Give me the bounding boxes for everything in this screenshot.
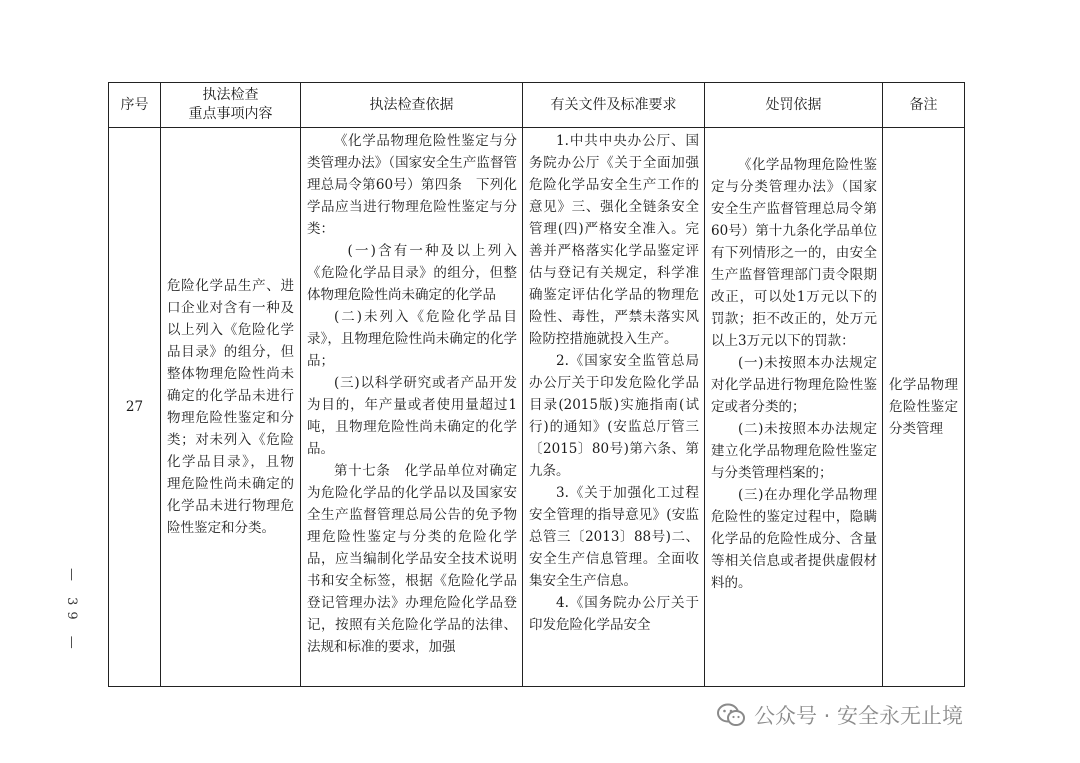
header-seq: 序号	[109, 83, 161, 128]
header-penalty: 处罚依据	[705, 83, 883, 128]
table-row	[109, 128, 965, 687]
table-header-row	[109, 83, 965, 128]
penalty-para: (二)未按照本办法规定建立化学品物理危险性鉴定与分类管理档案的；	[711, 421, 877, 481]
key-item-cell	[161, 128, 301, 687]
header-basis: 执法检查依据	[301, 83, 523, 128]
documents-para: 4.《国务院办公厅关于印发危险化学品安全	[529, 595, 699, 633]
remark-text: 化学品物理危险性鉴定分类管理	[889, 377, 958, 437]
watermark	[716, 700, 963, 730]
key-item-text: 危险化学品生产、进口企业对含有一种及以上列入《危险化学品目录》的组分，但整体物理危险性尚未确定的化学品未进行物理危险性鉴定和分类；对未列入《危险化学品目录》，且物理危险性尚未确定的化学品未进行物理危险性鉴定和分类。	[167, 278, 294, 536]
penalty-para: (三)在办理化学品物理危险性的鉴定过程中，隐瞒化学品的危险性成分、含量等相关信息或者提供虚假材料的。	[711, 487, 877, 591]
enforcement-table	[108, 82, 965, 687]
penalty-cell	[705, 128, 883, 687]
basis-para: (一)含有一种及以上列入《危险化学品目录》的组分，但整体物理危险性尚未确定的化学品	[307, 243, 517, 303]
header-key-item: 执法检查 重点事项内容	[161, 83, 301, 128]
basis-para: 《化学品物理危险性鉴定与分类管理办法》（国家安全生产监督管理总局令第60号）第四条 下列化学品应当进行物理危险性鉴定与分类：	[307, 133, 517, 237]
documents-para: 3.《关于加强化工过程安全管理的指导意见》(安监总管三〔2013〕88号)二、安全生产信息管理。全面收集安全生产信息。	[529, 485, 699, 589]
documents-para: 1.中共中央办公厅、国务院办公厅《关于全面加强危险化学品安全生产工作的意见》三、强化全链条安全管理(四)严格安全准入。完善并严格落实化学品鉴定评估与登记有关规定，科学准确鉴定评估化学品的物理危险性、毒性，严禁未落实风险防控措施就投入生产。	[529, 133, 699, 347]
remark-cell	[883, 128, 965, 687]
documents-cell	[523, 128, 705, 687]
basis-cell	[301, 128, 523, 687]
header-documents: 有关文件及标准要求	[523, 83, 705, 128]
basis-para: (三)以科学研究或者产品开发为目的，年产量或者使用量超过1吨，且物理危险性尚未确定的化学品。	[307, 375, 517, 457]
row-number: 27	[109, 128, 161, 687]
header-remark: 备注	[883, 83, 965, 128]
basis-para: (二)未列入《危险化学品目录》，且物理危险性尚未确定的化学品；	[307, 309, 517, 369]
penalty-para: (一)未按照本办法规定对化学品进行物理危险性鉴定或者分类的；	[711, 355, 877, 415]
documents-para: 2.《国家安全监管总局办公厅关于印发危险化学品目录(2015版)实施指南(试行)的通知》(安监总厅管三〔2015〕80号)第六条、第九条。	[529, 353, 699, 479]
page-number: — 39 —	[64, 568, 79, 655]
penalty-para: 《化学品物理危险性鉴定与分类管理办法》（国家安全生产监督管理总局令第60号）第十九条化学品单位有下列情形之一的，由安全生产监督管理部门责令限期改正，可以处1万元以下的罚款；拒不改正的，处万元以上3万元以下的罚款：	[711, 157, 877, 349]
basis-para: 第十七条 化学品单位对确定为危险化学品的化学品以及国家安全生产监督管理总局公告的免予物理危险性鉴定与分类的危险化学品，应当编制化学品安全技术说明书和安全标签，根据《危险化学品登记管理办法》办理危险化学品登记，按照有关危险化学品的法律、法规和标准的要求，加强	[307, 463, 517, 655]
watermark-text: 公众号 · 安全永无止境	[754, 704, 964, 728]
wechat-icon	[716, 703, 746, 727]
